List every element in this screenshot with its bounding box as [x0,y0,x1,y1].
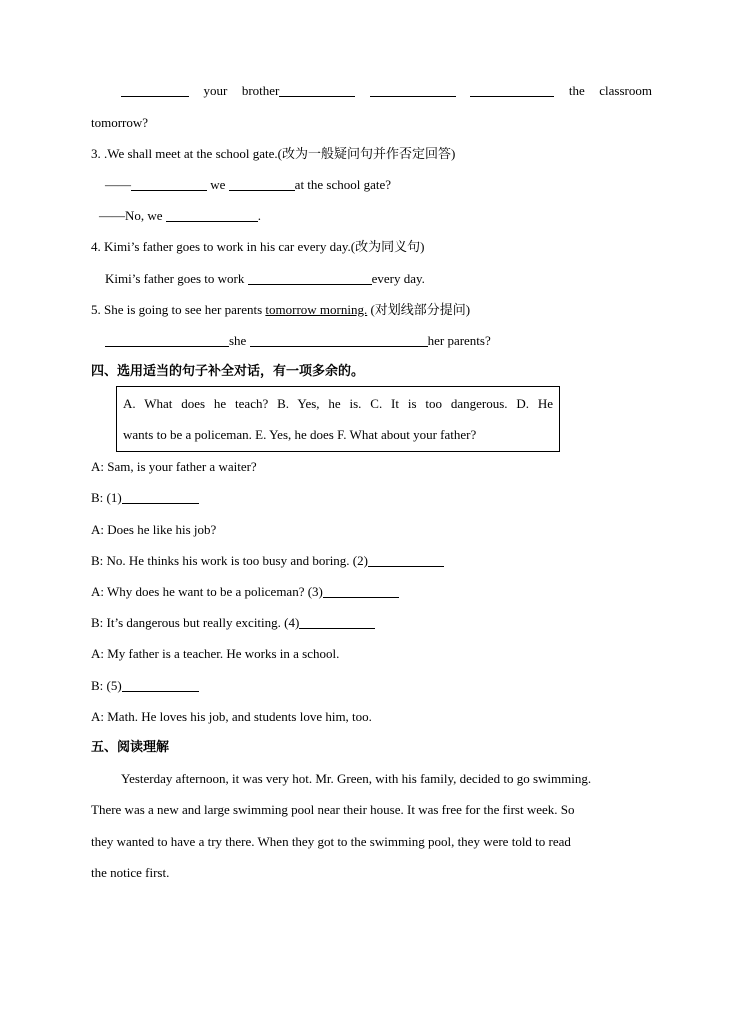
blank[interactable] [299,615,375,629]
q4-prompt: 4. Kimi’s father goes to work in his car every day.(改为同义句) [91,239,425,254]
text: A: Math. He loves his job, and students love him, too. [91,709,372,724]
word-with-blank [242,83,356,99]
blank[interactable] [248,271,372,285]
text: B: (1) [91,490,122,505]
options-box [116,386,560,452]
text: B: No. He thinks his work is too busy and boring. (2) [91,553,368,568]
text: A: Does he like his job? [91,522,217,537]
q3-answer-line [99,208,261,224]
text: A: My father is a teacher. He works in a school. [91,646,340,661]
blank[interactable] [250,333,428,347]
dialogue-line [91,459,257,475]
text: Kimi’s father goes to work [105,271,245,286]
blank[interactable] [122,678,199,692]
text: her parents? [427,333,491,348]
text: B: (5) [91,678,122,693]
dialogue-line [91,553,444,569]
text: every day. [371,271,425,286]
blank[interactable] [279,83,355,97]
text: 5. She is going to see her parents [91,302,266,317]
text: A: Why does he want to be a policeman? (3) [91,584,323,599]
text: B: It’s dangerous but really exciting. (4) [91,615,300,630]
q3-prompt: 3. .We shall meet at the school gate.(改为一般疑问句并作否定回答) [91,146,456,161]
dash: —— [105,177,131,192]
text: . [257,208,262,223]
blank[interactable] [121,83,189,97]
blank[interactable] [323,584,399,598]
dialogue-line [91,709,372,725]
blank[interactable] [131,177,207,191]
text: ——No, we [99,208,163,223]
dialogue-line [91,646,339,662]
q5-prompt [91,302,470,318]
dialogue-line [91,490,199,506]
q2-line1 [91,83,652,99]
q2-line2: tomorrow? [91,115,149,130]
text: A: Sam, is your father a waiter? [91,459,257,474]
dialogue-line [91,522,216,538]
q3-question-line [105,177,391,193]
word: brother [241,83,280,98]
q4-answer-line [105,271,425,287]
options-line-2: wants to be a policeman. E. Yes, he does F. What about your father? [123,427,477,442]
word: classroom [599,83,652,98]
dialogue-line [91,678,199,694]
blank[interactable] [105,333,229,347]
reading-paragraph-line: There was a new and large swimming pool near their house. It was free for the first week. So [91,802,575,817]
underlined-text: tomorrow morning. [265,302,368,317]
dialogue-line [91,584,399,600]
word: your [203,83,228,98]
reading-paragraph-line: they wanted to have a try there. When they got to the swimming pool, they were told to read [91,834,571,849]
blank[interactable] [368,553,444,567]
dialogue-line [91,615,375,631]
options-line-1: A. What does he teach? B. Yes, he is. C. It is too dangerous. D. He [123,396,553,411]
word: she [229,333,247,348]
blank[interactable] [122,490,199,504]
word: we [210,177,226,192]
reading-paragraph-line: Yesterday afternoon, it was very hot. Mr. Green, with his family, decided to go swimming. [121,771,592,786]
text: (对划线部分提问) [367,302,471,317]
text: at the school gate? [294,177,392,192]
blank[interactable] [166,208,258,222]
q5-answer-line [105,333,491,349]
reading-paragraph-line: the notice first. [91,865,170,880]
word: the [568,83,585,98]
blank[interactable] [370,83,456,97]
blank[interactable] [470,83,554,97]
section-4-title: 四、选用适当的句子补全对话，有一项多余的。 [91,364,365,379]
section-5-title: 五、阅读理解 [91,740,170,755]
blank[interactable] [229,177,295,191]
